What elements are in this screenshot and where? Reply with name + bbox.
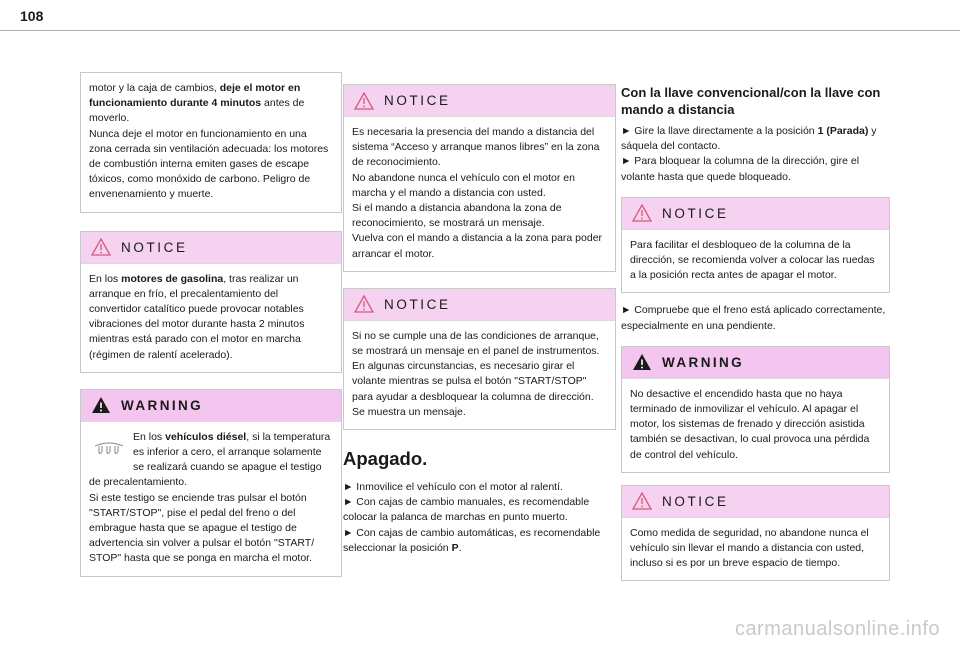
header-divider (0, 30, 960, 31)
notice-header (81, 232, 341, 264)
warning-text: No desactive el encendido hasta que no haya terminado de inmovilizar el vehículo. Al apagar el motor, los sistemas de frenado y dirección asistida también se desactivan, lo cual provoca una pérdida de control del vehículo. (630, 387, 870, 461)
notice-label: NOTICE (121, 239, 188, 255)
notice-text: Para facilitar el desbloqueo de la columna de la dirección, se recomienda volver a colocar las ruedas a la posición recta antes de apagar el motor. (630, 238, 875, 282)
column-1 (80, 72, 342, 587)
notice-label: NOTICE (384, 296, 451, 312)
notice-label: NOTICE (662, 205, 729, 221)
column-3 (621, 70, 890, 591)
notice-text-3: Si el mando a distancia abandona la zona de reconocimiento, se mostrará un mensaje. (352, 202, 562, 230)
warning-header (81, 390, 341, 422)
warning-box-ignition (621, 346, 890, 473)
notice-box-start-conditions (343, 288, 616, 430)
step-2: ► Con cajas de cambio manuales, es recomendable colocar la palanca de marchas en punto muerto. (343, 496, 590, 524)
notice-header (622, 486, 889, 518)
notice-text-4: Vuelva con el mando a distancia a la zona para poder arrancar el motor. (352, 232, 603, 260)
warning-label: WARNING (121, 397, 204, 413)
warning-label: WARNING (662, 354, 745, 370)
step-3: ► Compruebe que el freno está aplicado correctamente, especialmente en una pendiente. (621, 304, 886, 332)
step-1: ► Gire la llave directamente a la posición 1 (Parada) y sáquela del contacto. (621, 125, 877, 153)
notice-triangle-icon (354, 92, 374, 110)
warning-box-diesel (80, 389, 342, 577)
notice-header (622, 198, 889, 230)
step-2: ► Para bloquear la columna de la dirección, gire el volante hasta que quede bloqueado. (621, 155, 860, 183)
warning-text: En los vehículos diésel, si la temperatura es inferior a cero, el arranque solamente se realizará cuando se apague el testigo de precalentamiento. (89, 430, 331, 489)
notice-text: Como medida de seguridad, no abandone nunca el vehículo sin llevar el mando a distancia con usted, incluso si es por un breve espacio de tiempo. (630, 526, 869, 570)
notice-text-2: No abandone nunca el vehículo con el motor en marcha y el mando a distancia con usted. (352, 171, 575, 199)
notice-triangle-icon (632, 204, 652, 222)
warning-text-2: Si este testigo se enciende tras pulsar el botón "START/STOP", pise el pedal del freno o del embrague hasta que se apague el testigo de advertencia sin volver a pulsar el botón "START/ STOP" hasta que se ponga en marcha el motor. (89, 491, 315, 565)
notice-text: Es necesaria la presencia del mando a distancia del sistema “Acceso y arranque manos libres” en la zona de reconocimiento. (352, 126, 600, 169)
intro-warning-text: Nunca deje el motor en funcionamiento en una zona cerrada sin ventilación adecuada: los motores de combustión interna emiten gases de escape tóxicos, como monóxido de carbono. Peligro de envenenamiento y muerte. (89, 127, 329, 201)
notice-header (344, 85, 615, 117)
notice-label: NOTICE (384, 93, 451, 108)
intro-text: motor y la caja de cambios, deje el motor en funcionamiento durante 4 minutos antes de moverlo. (89, 82, 305, 125)
notice-box-steering (621, 197, 890, 294)
notice-box-security (621, 485, 890, 582)
section-heading-apagado: Apagado. (343, 448, 428, 470)
notice-box-remote (343, 84, 616, 272)
notice-triangle-icon (632, 492, 652, 510)
warning-triangle-icon (632, 353, 652, 371)
step-3: ► Con cajas de cambio automáticas, es recomendable seleccionar la posición P. (343, 526, 601, 554)
page-number: 108 (20, 8, 44, 24)
warning-triangle-icon (91, 396, 111, 414)
intro-box (80, 72, 342, 213)
notice-triangle-icon (354, 295, 374, 313)
watermark: carmanualsonline.info (734, 618, 940, 640)
notice-text: En los motores de gasolina, tras realizar un arranque en frío, el precalentamiento del convertidor catalítico puede provocar notables vibraciones del motor durante hasta 2 minutos mientras está parado con el motor en marcha (régimen de ralentí acelerado). (89, 272, 305, 361)
notice-label: NOTICE (662, 493, 729, 509)
section-heading-key: Con la llave convencional/con la llave con mando a distancia (621, 85, 881, 117)
column-2 (343, 84, 616, 562)
step-1: ► Inmovilice el vehículo con el motor al ralentí. (343, 481, 563, 494)
notice-triangle-icon (91, 238, 111, 256)
notice-text: Si no se cumple una de las condiciones de arranque, se mostrará un mensaje en el panel de instrumentos. En algunas circunstancias, es necesario girar el volante mientras se pulsa el botón "START/STOP" para ayudar a desbloquear la columna de dirección. Se muestra un mensaje. (352, 329, 600, 418)
glow-plug-icon (89, 434, 129, 462)
warning-header (622, 347, 889, 379)
notice-box-petrol (80, 231, 342, 373)
notice-header (344, 289, 615, 321)
